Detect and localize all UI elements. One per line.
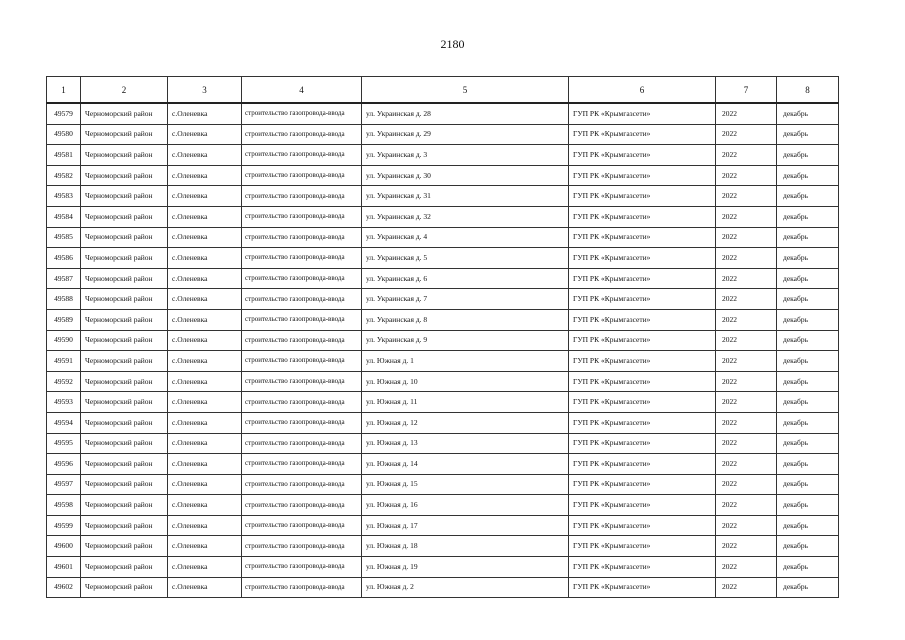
table-row: [47, 577, 839, 598]
cell-address: ул. Украинская д. 4: [362, 227, 569, 248]
cell-district: Черноморский район: [81, 268, 168, 289]
cell-address: ул. Южная д. 13: [362, 433, 569, 454]
cell-record-id: 49602: [47, 577, 81, 598]
table-row: [47, 103, 839, 124]
cell-organization: ГУП РК «Крымгазсети»: [569, 227, 716, 248]
cell-year: 2022: [716, 124, 777, 145]
cell-district: Черноморский район: [81, 206, 168, 227]
cell-month: декабрь: [777, 392, 839, 413]
cell-year: 2022: [716, 392, 777, 413]
cell-locality: с.Оленевка: [168, 577, 242, 598]
table-row: [47, 495, 839, 516]
column-header: 8: [777, 77, 839, 104]
cell-year: 2022: [716, 248, 777, 269]
cell-locality: с.Оленевка: [168, 351, 242, 372]
cell-year: 2022: [716, 330, 777, 351]
cell-organization: ГУП РК «Крымгазсети»: [569, 433, 716, 454]
table-row: [47, 412, 839, 433]
cell-organization: ГУП РК «Крымгазсети»: [569, 289, 716, 310]
column-header: 7: [716, 77, 777, 104]
cell-district: Черноморский район: [81, 124, 168, 145]
cell-record-id: 49580: [47, 124, 81, 145]
cell-month: декабрь: [777, 309, 839, 330]
data-table: [46, 76, 839, 598]
cell-district: Черноморский район: [81, 165, 168, 186]
cell-month: декабрь: [777, 577, 839, 598]
cell-month: декабрь: [777, 474, 839, 495]
cell-district: Черноморский район: [81, 351, 168, 372]
cell-year: 2022: [716, 371, 777, 392]
cell-record-id: 49583: [47, 186, 81, 207]
cell-work-type: строительство газопровода-ввода: [242, 227, 362, 248]
cell-locality: с.Оленевка: [168, 495, 242, 516]
table-row: [47, 268, 839, 289]
cell-organization: ГУП РК «Крымгазсети»: [569, 124, 716, 145]
cell-locality: с.Оленевка: [168, 289, 242, 310]
cell-month: декабрь: [777, 289, 839, 310]
cell-locality: с.Оленевка: [168, 536, 242, 557]
cell-work-type: строительство газопровода-ввода: [242, 474, 362, 495]
cell-locality: с.Оленевка: [168, 557, 242, 578]
cell-work-type: строительство газопровода-ввода: [242, 536, 362, 557]
table-row: [47, 474, 839, 495]
cell-address: ул. Украинская д. 28: [362, 103, 569, 124]
cell-address: ул. Украинская д. 3: [362, 145, 569, 166]
cell-address: ул. Украинская д. 5: [362, 248, 569, 269]
cell-locality: с.Оленевка: [168, 454, 242, 475]
cell-year: 2022: [716, 515, 777, 536]
cell-address: ул. Южная д. 12: [362, 412, 569, 433]
cell-record-id: 49582: [47, 165, 81, 186]
cell-locality: с.Оленевка: [168, 412, 242, 433]
cell-month: декабрь: [777, 515, 839, 536]
cell-organization: ГУП РК «Крымгазсети»: [569, 392, 716, 413]
cell-work-type: строительство газопровода-ввода: [242, 206, 362, 227]
cell-month: декабрь: [777, 165, 839, 186]
cell-address: ул. Южная д. 15: [362, 474, 569, 495]
cell-work-type: строительство газопровода-ввода: [242, 165, 362, 186]
cell-year: 2022: [716, 289, 777, 310]
table-row: [47, 124, 839, 145]
cell-organization: ГУП РК «Крымгазсети»: [569, 557, 716, 578]
cell-month: декабрь: [777, 206, 839, 227]
cell-district: Черноморский район: [81, 289, 168, 310]
cell-work-type: строительство газопровода-ввода: [242, 515, 362, 536]
cell-month: декабрь: [777, 454, 839, 475]
table-row: [47, 248, 839, 269]
cell-district: Черноморский район: [81, 557, 168, 578]
cell-address: ул. Южная д. 2: [362, 577, 569, 598]
cell-locality: с.Оленевка: [168, 145, 242, 166]
cell-organization: ГУП РК «Крымгазсети»: [569, 330, 716, 351]
cell-record-id: 49601: [47, 557, 81, 578]
cell-record-id: 49598: [47, 495, 81, 516]
table-row: [47, 536, 839, 557]
cell-record-id: 49579: [47, 103, 81, 124]
cell-month: декабрь: [777, 371, 839, 392]
cell-locality: с.Оленевка: [168, 206, 242, 227]
cell-work-type: строительство газопровода-ввода: [242, 145, 362, 166]
cell-organization: ГУП РК «Крымгазсети»: [569, 145, 716, 166]
cell-month: декабрь: [777, 248, 839, 269]
table-row: [47, 145, 839, 166]
cell-district: Черноморский район: [81, 186, 168, 207]
cell-organization: ГУП РК «Крымгазсети»: [569, 474, 716, 495]
cell-month: декабрь: [777, 330, 839, 351]
cell-work-type: строительство газопровода-ввода: [242, 371, 362, 392]
cell-address: ул. Украинская д. 32: [362, 206, 569, 227]
cell-year: 2022: [716, 433, 777, 454]
cell-locality: с.Оленевка: [168, 474, 242, 495]
cell-locality: с.Оленевка: [168, 268, 242, 289]
cell-district: Черноморский район: [81, 330, 168, 351]
cell-month: декабрь: [777, 186, 839, 207]
cell-month: декабрь: [777, 433, 839, 454]
cell-work-type: строительство газопровода-ввода: [242, 124, 362, 145]
table-row: [47, 371, 839, 392]
cell-work-type: строительство газопровода-ввода: [242, 248, 362, 269]
cell-record-id: 49595: [47, 433, 81, 454]
column-header: 5: [362, 77, 569, 104]
cell-locality: с.Оленевка: [168, 124, 242, 145]
cell-district: Черноморский район: [81, 103, 168, 124]
cell-month: декабрь: [777, 145, 839, 166]
table-row: [47, 454, 839, 475]
cell-locality: с.Оленевка: [168, 330, 242, 351]
cell-record-id: 49581: [47, 145, 81, 166]
cell-district: Черноморский район: [81, 392, 168, 413]
cell-organization: ГУП РК «Крымгазсети»: [569, 103, 716, 124]
cell-district: Черноморский район: [81, 309, 168, 330]
cell-month: декабрь: [777, 124, 839, 145]
cell-work-type: строительство газопровода-ввода: [242, 351, 362, 372]
cell-year: 2022: [716, 412, 777, 433]
cell-organization: ГУП РК «Крымгазсети»: [569, 351, 716, 372]
cell-month: декабрь: [777, 227, 839, 248]
cell-year: 2022: [716, 309, 777, 330]
cell-district: Черноморский район: [81, 248, 168, 269]
cell-district: Черноморский район: [81, 433, 168, 454]
cell-record-id: 49596: [47, 454, 81, 475]
cell-district: Черноморский район: [81, 536, 168, 557]
table-header-row: [47, 77, 839, 104]
cell-year: 2022: [716, 536, 777, 557]
cell-year: 2022: [716, 227, 777, 248]
page-number: 2180: [440, 37, 465, 51]
cell-district: Черноморский район: [81, 227, 168, 248]
cell-year: 2022: [716, 557, 777, 578]
column-header: 6: [569, 77, 716, 104]
table-row: [47, 206, 839, 227]
cell-address: ул. Южная д. 17: [362, 515, 569, 536]
cell-address: ул. Украинская д. 8: [362, 309, 569, 330]
cell-year: 2022: [716, 454, 777, 475]
cell-organization: ГУП РК «Крымгазсети»: [569, 536, 716, 557]
table-row: [47, 330, 839, 351]
table-row: [47, 289, 839, 310]
cell-year: 2022: [716, 103, 777, 124]
table-row: [47, 515, 839, 536]
cell-address: ул. Украинская д. 29: [362, 124, 569, 145]
cell-organization: ГУП РК «Крымгазсети»: [569, 371, 716, 392]
table-row: [47, 186, 839, 207]
cell-work-type: строительство газопровода-ввода: [242, 557, 362, 578]
cell-record-id: 49594: [47, 412, 81, 433]
cell-work-type: строительство газопровода-ввода: [242, 577, 362, 598]
cell-address: ул. Южная д. 1: [362, 351, 569, 372]
cell-record-id: 49592: [47, 371, 81, 392]
cell-record-id: 49593: [47, 392, 81, 413]
table-row: [47, 392, 839, 413]
cell-month: декабрь: [777, 536, 839, 557]
table-row: [47, 227, 839, 248]
cell-year: 2022: [716, 268, 777, 289]
cell-record-id: 49589: [47, 309, 81, 330]
cell-address: ул. Южная д. 10: [362, 371, 569, 392]
cell-organization: ГУП РК «Крымгазсети»: [569, 515, 716, 536]
cell-district: Черноморский район: [81, 474, 168, 495]
cell-work-type: строительство газопровода-ввода: [242, 186, 362, 207]
column-header: 4: [242, 77, 362, 104]
cell-locality: с.Оленевка: [168, 103, 242, 124]
cell-organization: ГУП РК «Крымгазсети»: [569, 165, 716, 186]
cell-organization: ГУП РК «Крымгазсети»: [569, 454, 716, 475]
cell-district: Черноморский район: [81, 577, 168, 598]
cell-work-type: строительство газопровода-ввода: [242, 309, 362, 330]
cell-record-id: 49600: [47, 536, 81, 557]
cell-work-type: строительство газопровода-ввода: [242, 392, 362, 413]
cell-locality: с.Оленевка: [168, 248, 242, 269]
cell-address: ул. Украинская д. 9: [362, 330, 569, 351]
cell-district: Черноморский район: [81, 145, 168, 166]
cell-work-type: строительство газопровода-ввода: [242, 454, 362, 475]
cell-year: 2022: [716, 577, 777, 598]
cell-year: 2022: [716, 495, 777, 516]
cell-district: Черноморский район: [81, 412, 168, 433]
cell-locality: с.Оленевка: [168, 392, 242, 413]
cell-organization: ГУП РК «Крымгазсети»: [569, 206, 716, 227]
cell-record-id: 49585: [47, 227, 81, 248]
cell-month: декабрь: [777, 351, 839, 372]
table-row: [47, 557, 839, 578]
column-header: 1: [47, 77, 81, 104]
cell-locality: с.Оленевка: [168, 165, 242, 186]
cell-locality: с.Оленевка: [168, 371, 242, 392]
cell-work-type: строительство газопровода-ввода: [242, 268, 362, 289]
cell-organization: ГУП РК «Крымгазсети»: [569, 309, 716, 330]
cell-record-id: 49588: [47, 289, 81, 310]
cell-year: 2022: [716, 186, 777, 207]
cell-organization: ГУП РК «Крымгазсети»: [569, 412, 716, 433]
cell-address: ул. Украинская д. 30: [362, 165, 569, 186]
cell-work-type: строительство газопровода-ввода: [242, 495, 362, 516]
cell-locality: с.Оленевка: [168, 227, 242, 248]
cell-month: декабрь: [777, 412, 839, 433]
cell-locality: с.Оленевка: [168, 309, 242, 330]
table-row: [47, 433, 839, 454]
cell-year: 2022: [716, 145, 777, 166]
cell-organization: ГУП РК «Крымгазсети»: [569, 577, 716, 598]
cell-address: ул. Украинская д. 6: [362, 268, 569, 289]
cell-address: ул. Южная д. 18: [362, 536, 569, 557]
cell-address: ул. Южная д. 16: [362, 495, 569, 516]
cell-record-id: 49597: [47, 474, 81, 495]
cell-address: ул. Украинская д. 7: [362, 289, 569, 310]
cell-month: декабрь: [777, 557, 839, 578]
cell-record-id: 49587: [47, 268, 81, 289]
cell-district: Черноморский район: [81, 495, 168, 516]
cell-address: ул. Украинская д. 31: [362, 186, 569, 207]
cell-address: ул. Южная д. 19: [362, 557, 569, 578]
cell-address: ул. Южная д. 11: [362, 392, 569, 413]
cell-organization: ГУП РК «Крымгазсети»: [569, 268, 716, 289]
cell-locality: с.Оленевка: [168, 433, 242, 454]
cell-month: декабрь: [777, 103, 839, 124]
cell-organization: ГУП РК «Крымгазсети»: [569, 248, 716, 269]
table-row: [47, 309, 839, 330]
cell-work-type: строительство газопровода-ввода: [242, 412, 362, 433]
cell-work-type: строительство газопровода-ввода: [242, 103, 362, 124]
cell-district: Черноморский район: [81, 454, 168, 475]
cell-district: Черноморский район: [81, 371, 168, 392]
cell-work-type: строительство газопровода-ввода: [242, 433, 362, 454]
cell-organization: ГУП РК «Крымгазсети»: [569, 186, 716, 207]
cell-year: 2022: [716, 474, 777, 495]
cell-record-id: 49599: [47, 515, 81, 536]
cell-work-type: строительство газопровода-ввода: [242, 289, 362, 310]
cell-year: 2022: [716, 165, 777, 186]
cell-month: декабрь: [777, 268, 839, 289]
column-header: 2: [81, 77, 168, 104]
cell-address: ул. Южная д. 14: [362, 454, 569, 475]
cell-year: 2022: [716, 206, 777, 227]
cell-record-id: 49586: [47, 248, 81, 269]
cell-district: Черноморский район: [81, 515, 168, 536]
cell-locality: с.Оленевка: [168, 186, 242, 207]
column-header: 3: [168, 77, 242, 104]
cell-work-type: строительство газопровода-ввода: [242, 330, 362, 351]
cell-record-id: 49590: [47, 330, 81, 351]
table-row: [47, 351, 839, 372]
cell-locality: с.Оленевка: [168, 515, 242, 536]
cell-year: 2022: [716, 351, 777, 372]
cell-record-id: 49591: [47, 351, 81, 372]
cell-month: декабрь: [777, 495, 839, 516]
table-row: [47, 165, 839, 186]
cell-organization: ГУП РК «Крымгазсети»: [569, 495, 716, 516]
cell-record-id: 49584: [47, 206, 81, 227]
